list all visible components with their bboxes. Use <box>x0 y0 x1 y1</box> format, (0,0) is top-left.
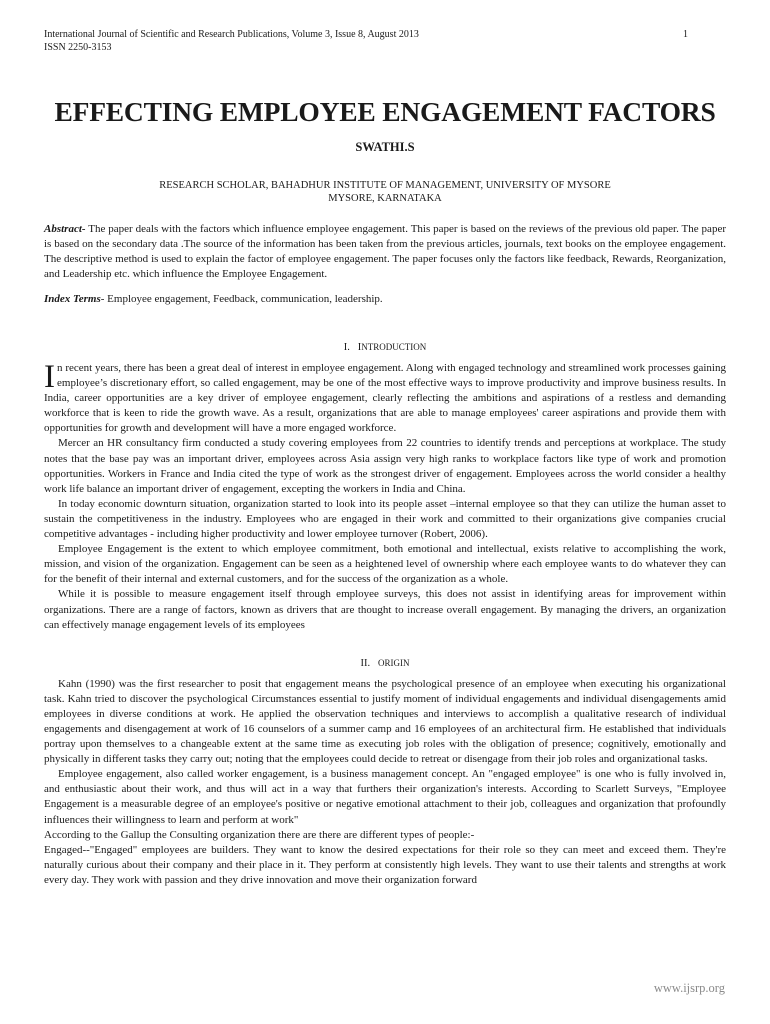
paper-page <box>44 28 726 888</box>
paragraph: While it is possible to measure engagement itself through employee surveys, this does not assist in identifying areas for improvement within organizations. There are a range of factors, known as drivers that are thought to increase overall engagement. By managing the drivers, an organization can effectively manage engagement levels of its employees <box>44 588 726 631</box>
paragraph: According to the Gallup the Consulting organization there are there are different types of people:- <box>44 828 475 841</box>
paragraph: Kahn (1990) was the first researcher to posit that engagement means the psychological presence of an employee when executing his organizational task. Kahn tried to discover the psychological Circumstances essential to justify moment of individual engagements and individual disengagements amid employees in diverse conditions at work. He applied the observation techniques and interviews to accomplish a qualitative research of individual engagements and disengagement at work of 16 counselors of a summer camp and 16 employees of an architectural firm. He established that individuals portray upon themselves to a changeable extent at the same time as executing job roles with the obligation of presence; cognitively, emotionally and physically in different tasks they carry out; noting that the employees could decide to retreat or disengage from their job roles and organizational tasks. <box>44 677 726 766</box>
footer-website-link[interactable]: www.ijsrp.org <box>653 981 725 995</box>
author-name: SWATHI.S <box>355 140 415 154</box>
issn: ISSN 2250-3153 <box>44 42 112 53</box>
section-heading-introduction <box>44 342 726 353</box>
index-terms <box>44 292 726 307</box>
section-title-initial: I <box>357 342 362 353</box>
index-terms-label: Index Terms <box>44 293 101 305</box>
affiliation-line-1: RESEARCH SCHOLAR, BAHADHUR INSTITUTE OF MANAGEMENT, UNIVERSITY OF MYSORE <box>159 180 611 191</box>
abstract-text: The paper deals with the factors which influence employee engagement. This paper is based on the reviews of the previous old paper. The paper is based on the secondary data .The source of the information has been taken from the previous articles, journals, text books on the employee engagement. The descriptive method is used to explain the factor of employee engagement. The paper focuses only the factors like feedback, Rewards, Reorganization, and Leadership etc. which influence the Employee Engagement. <box>44 223 726 280</box>
index-terms-text: - Employee engagement, Feedback, communication, leadership. <box>100 293 383 305</box>
section-title-rest: NTRODUCTION <box>361 342 427 352</box>
paragraph: Employee Engagement is the extent to which employee commitment, both emotional and intellectual, exists relative to accomplishing the work, mission, and vision of the organization. Engagement can be seen as a heightened level of ownership where each employee wants to do whatever they can for the benefit of their internal and external customers, and for the success of the organization as a whole. <box>44 543 726 586</box>
paragraph: In today economic downturn situation, organization started to look into its people asset –internal employee so that they can utilize the human asset to sustain the competitiveness in the industry. Employees who are engaged in their work and committed to their organizations give companies crucial competitive advantages - including higher productivity and lower employee turnover (Robert, 2006). <box>44 497 726 541</box>
section-numeral: I. <box>343 342 350 353</box>
paragraph: Mercer an HR consultancy firm conducted a study covering employees from 22 countries to identify trends and perceptions at workplace. The study notes that the base pay was an important driver, employees across Asia assign very high ranks to workplace factors like type of work and promotion opportunities. Workers in France and India cited the type of work as the strongest driver of engagement. Employees across the world consider a healthy work life balance an important driver of engagement, excepting the workers in India and China. <box>44 437 726 495</box>
drop-cap: I <box>44 359 55 395</box>
section-heading-origin <box>44 658 726 669</box>
abstract-label: Abstract- <box>44 223 86 235</box>
section-numeral: II. <box>360 657 371 669</box>
paper-title: EFFECTING EMPLOYEE ENGAGEMENT FACTORS <box>54 96 716 127</box>
paragraph-text: n recent years, there has been a great deal of interest in employee engagement. Along with engaged technology and streamlined work processes gaining employee’s discretionary effort, so called engagement, may be one of the most effective ways to improve productivity and improve business results. In India, career opportunities are a key driver of employee engagement, clearly reflecting the ambitions and aspirations of a restless and demanding workforce that is keen to ride the growth wave. As a result, organizations that are able to manage employees' career aspirations and provide them with opportunities for growth and development will have a more engaged workforce. <box>44 362 726 435</box>
paragraph <box>44 361 726 436</box>
affiliation-line-2: MYSORE, KARNATAKA <box>328 193 442 204</box>
origin-body <box>44 677 726 888</box>
journal-citation: International Journal of Scientific and Research Publications, Volume 3, Issue 8, August 2013 <box>44 29 419 40</box>
page-number: 1 <box>683 29 688 40</box>
section-title: ORIGIN <box>378 657 410 668</box>
paragraph: Engaged--"Engaged" employees are builders. They want to know the desired expectations for their role so they can meet and exceed them. They're naturally curious about their company and their place in it. They perform at consistently high levels. They want to use their talents and strengths at work every day. They work with passion and they drive innovation and move their organization forward <box>44 843 726 886</box>
author-affiliation <box>44 179 726 205</box>
paragraph: Employee engagement, also called worker engagement, is a business management concept. An "engaged employee" is one who is fully involved in, and enthusiastic about their work, and thus will act in a way that furthers their organization's interests. According to Scarlett Surveys, "Employee Engagement is a measurable degree of an employee's positive or negative emotional attachment to their job, colleagues and organization that profoundly influences their willingness to learn and perform at work" <box>44 768 726 826</box>
introduction-body <box>44 361 726 633</box>
running-header <box>44 28 726 54</box>
abstract <box>44 222 726 282</box>
